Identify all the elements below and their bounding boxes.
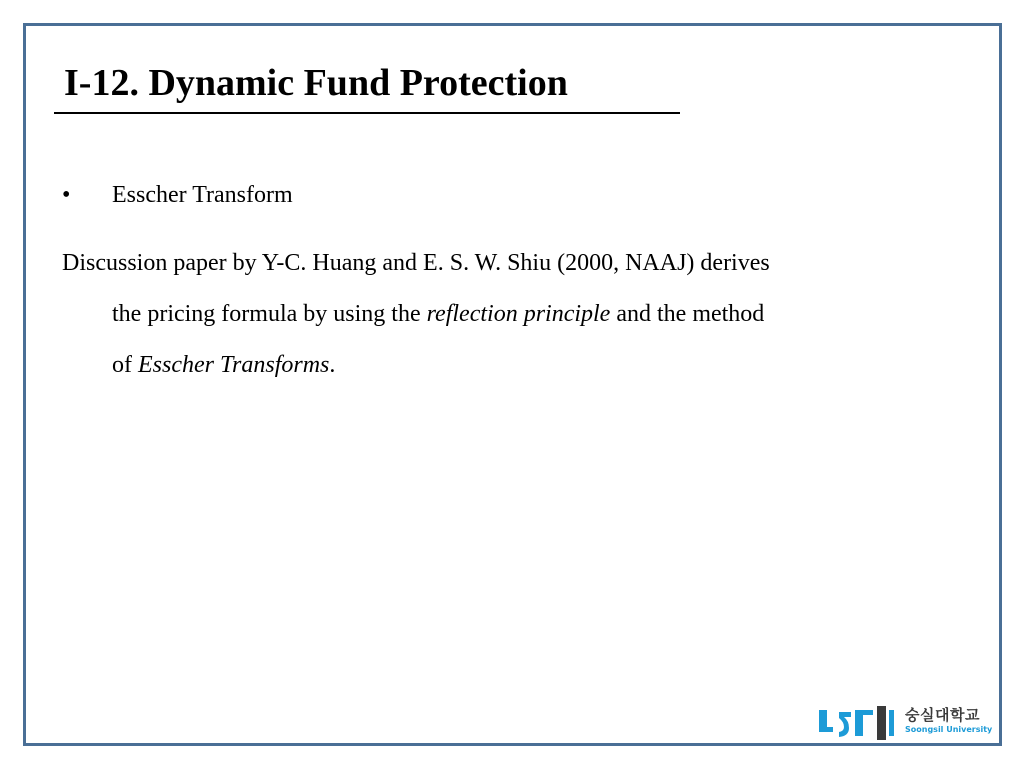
body-paragraph bbox=[62, 238, 922, 391]
logo-korean-name: 숭실대학교 bbox=[905, 706, 980, 724]
paragraph-line-2-text: the pricing formula by using the bbox=[112, 301, 427, 327]
slide-frame bbox=[23, 23, 1002, 746]
paragraph-line-3-tail: . bbox=[329, 352, 336, 378]
slide-title: I-12. Dynamic Fund Protection bbox=[64, 62, 568, 104]
emphasis-reflection-principle: reflection principle bbox=[426, 301, 611, 327]
paragraph-line-2 bbox=[62, 289, 922, 340]
soongsil-university-logo-icon bbox=[817, 706, 897, 742]
paragraph-line-3-text: of bbox=[112, 352, 138, 378]
logo-english-name: Soongsil University bbox=[905, 725, 993, 734]
paragraph-line-2-tail: and the method bbox=[610, 301, 765, 327]
paragraph-line-3 bbox=[62, 340, 922, 391]
emphasis-esscher-transforms: Esscher Transforms bbox=[138, 352, 330, 378]
bullet-marker: • bbox=[62, 182, 71, 208]
paragraph-line-1: Discussion paper by Y-C. Huang and E. S. W. Shiu (2000, NAAJ) derives bbox=[62, 250, 770, 276]
title-underline bbox=[54, 112, 680, 114]
university-logo bbox=[817, 703, 995, 743]
bullet-text: Esscher Transform bbox=[112, 182, 293, 208]
